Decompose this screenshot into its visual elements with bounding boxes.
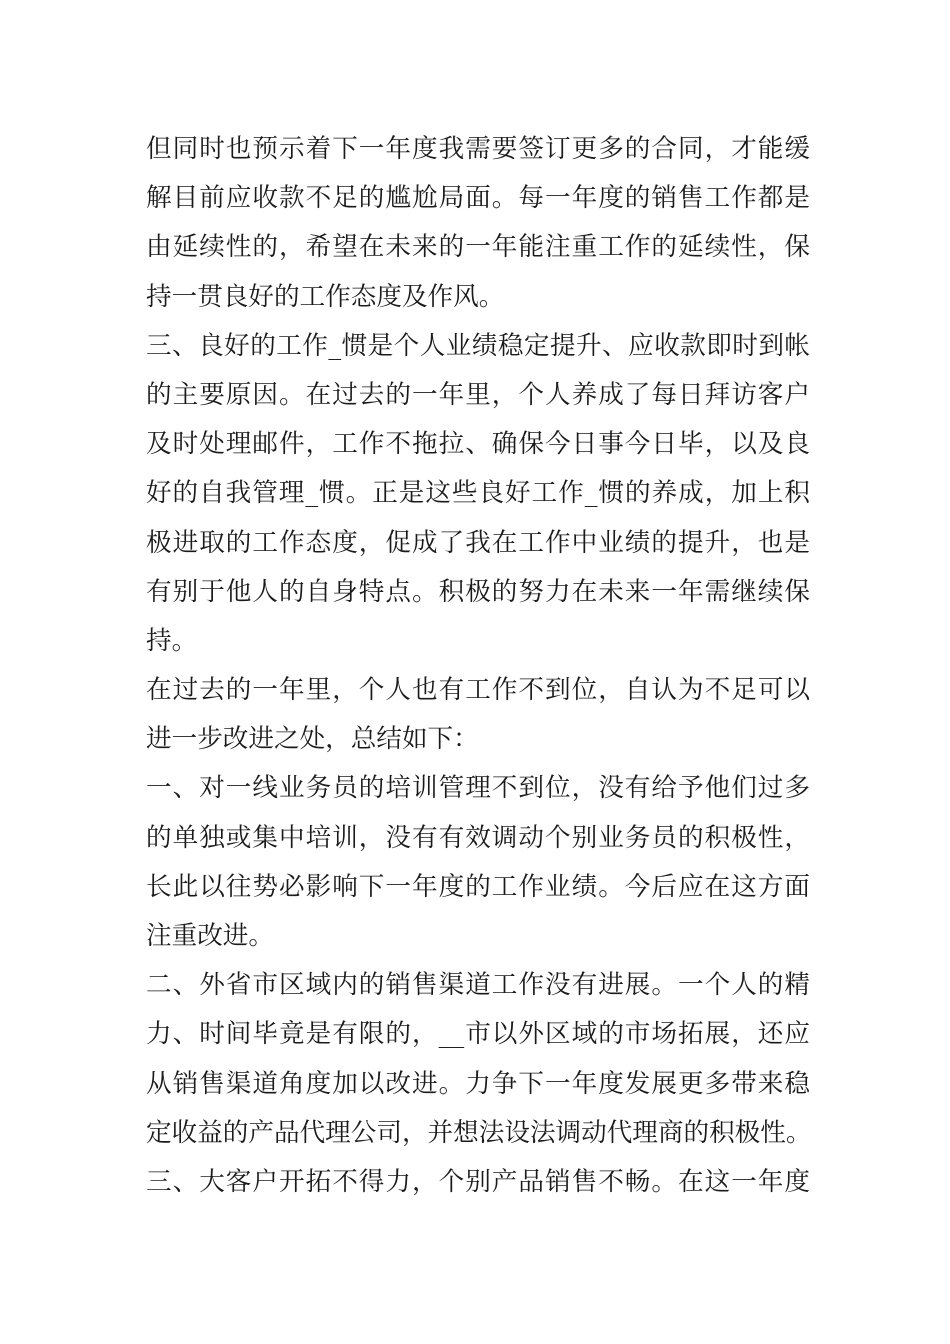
text-line: 由延续性的，希望在未来的一年能注重工作的延续性，保 [146,232,810,263]
body-text [146,125,810,1207]
text-line: 一、对一线业务员的培训管理不到位，没有给予他们过多 [146,773,810,804]
text-line: 持。 [146,625,198,656]
text-line: 力、时间毕竟是有限的，__市以外区域的市场拓展，还应 [146,1019,810,1050]
text-line: 持一贯良好的工作态度及作风。 [146,281,505,312]
text-line: 长此以往势必影响下一年度的工作业绩。今后应在这方面 [146,871,810,902]
text-line: 好的自我管理_惯。正是这些良好工作_惯的养成，加上积 [146,478,810,509]
text-line: 二、外省市区域内的销售渠道工作没有进展。一个人的精 [146,970,810,1001]
text-line: 的主要原因。在过去的一年里，个人养成了每日拜访客户 [146,379,810,410]
text-line: 极进取的工作态度，促成了我在工作中业绩的提升，也是 [146,527,810,558]
text-line: 但同时也预示着下一年度我需要签订更多的合同，才能缓 [146,134,810,164]
text-line: 定收益的产品代理公司，并想法设法调动代理商的积极性。 [146,1117,812,1148]
text-line: 及时处理邮件，工作不拖拉、确保今日事今日毕，以及良 [146,429,810,460]
text-line: 三、良好的工作_惯是个人业绩稳定提升、应收款即时到帐 [146,330,810,361]
text-line: 解目前应收款不足的尴尬局面。每一年度的销售工作都是 [146,183,810,214]
text-line: 从销售渠道角度加以改进。力争下一年度发展更多带来稳 [146,1068,810,1099]
text-line: 在过去的一年里，个人也有工作不到位，自认为不足可以 [146,675,810,706]
text-line: 三、大客户开拓不得力，个别产品销售不畅。在这一年度 [146,1166,810,1197]
text-line: 进一步改进之处，总结如下： [146,724,479,755]
text-line: 有别于他人的自身特点。积极的努力在未来一年需继续保 [146,576,810,607]
text-line: 注重改进。 [146,921,274,951]
text-line: 的单独或集中培训，没有有效调动个别业务员的积极性， [146,822,810,853]
